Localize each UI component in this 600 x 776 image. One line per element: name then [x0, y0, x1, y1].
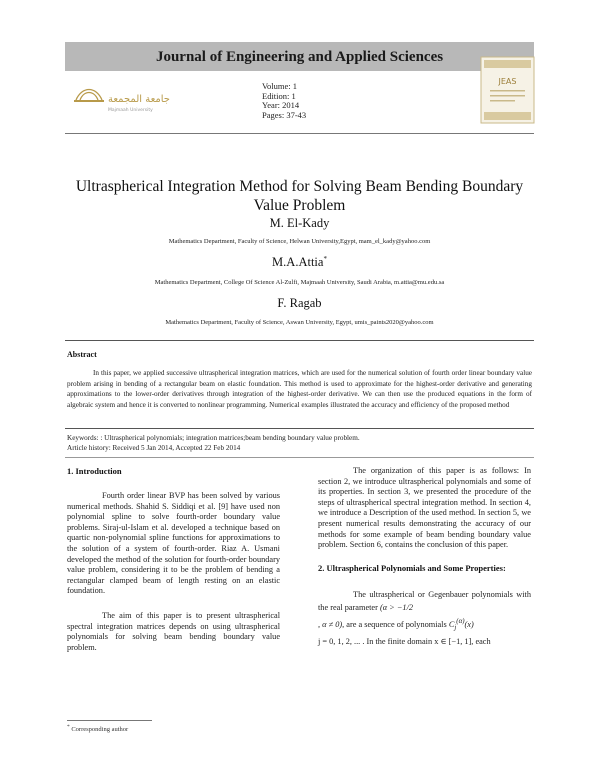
gegenbauer-symbol: $C_j^{(\alpha)}(x)$ — [448, 617, 474, 632]
abstract-heading: Abstract — [67, 350, 97, 359]
pages-text: Pages: 37-43 — [262, 109, 307, 120]
keywords: Keywords: : Ultraspherical polynomials; integration matrices;beam bending boundary value problem. — [67, 434, 360, 442]
right-column — [318, 466, 531, 658]
svg-text:JEAS: JEAS — [498, 77, 517, 86]
abstract-bottom-rule — [65, 428, 534, 429]
footnote: * Corresponding author — [67, 724, 129, 734]
index-domain-text: j = 0, 1, 2, ... . In the finite domain x ∈ [−1, 1], each — [318, 636, 491, 646]
header-divider — [65, 133, 534, 134]
abstract-body: In this paper, we applied successive ultraspherical integration matrices, which are used for the numerical solution of fourth order linear boundary value problem arising in bending of a rectangular beam on elastic foundation. This method is used to approximate for the highest-order derivative and generating approximations to the lower-order derivatives through integration of the highest-order derivative. We can then use the produced equations in the form of algebraic system and hence it is converted to nonlinear programming. Numerical examples illustrated the accuracy and efficiency of the proposed method — [67, 369, 532, 409]
author-affiliation-3: Mathematics Department, Faculty of Science, Aswan University, Egypt, umis_paints2020@yahoo.com — [165, 319, 434, 326]
abstract-top-rule — [65, 340, 534, 341]
author-name-2: M.A.Attia* — [272, 255, 327, 270]
corresponding-mark: * — [323, 255, 327, 263]
year-text: Year: 2014 — [262, 100, 300, 110]
issue-info — [262, 82, 382, 120]
journal-title: Journal of Engineering and Applied Sciences — [155, 49, 444, 65]
section-1-heading: 1. Introduction — [67, 466, 122, 476]
author-affiliation-1: Mathematics Department, Faculty of Science, Helwan University,Egypt, mam_el_kady@yahoo.com — [168, 238, 431, 245]
meta-bottom-rule — [65, 457, 534, 458]
intro-paragraph-2: The aim of this paper is to present ultraspherical spectral integration matrices depends on using ultraspherical polynomials for solving beam bending boundary value problem. — [67, 610, 280, 652]
article-history: Article history: Received 5 Jan 2014, Accepted 22 Feb 2014 — [67, 444, 241, 452]
author-affiliation-2: Mathematics Department, College Of Science Al-Zulfi, Majmaah University, Saudi Arabia, m.attia@mu.edu.sa — [154, 279, 445, 286]
paper-title: Ultraspherical Integration Method for Solving Beam Bending Boundary Value Problem — [75, 178, 524, 214]
author-name-1: M. El-Kady — [269, 216, 330, 230]
alpha-condition: (α > −1/2 — [379, 603, 414, 613]
section-2-heading: 2. Ultraspherical Polynomials and Some Properties: — [318, 562, 506, 573]
footnote-rule — [67, 720, 152, 721]
svg-text:جامعة المجمعة: جامعة المجمعة — [108, 94, 170, 105]
organization-paragraph: The organization of this paper is as follows: In section 2, we introduce ultraspherical polynomials and some of its properties. In section 3, we presented the procedure of the steps of ultraspherical spectral integration method. In section 4, we introduce a Description of the used method. In section 5, we present numerical results demonstrating the accuracy of our methods for some example of beam bending boundary value problem. Section 6, contains the conclusion of this paper. — [318, 466, 531, 550]
volume-text: Volume: 1 — [262, 81, 298, 91]
journal-cover-thumbnail — [480, 56, 535, 124]
edition-text: Edition: 1 — [262, 90, 296, 101]
intro-paragraph-1: Fourth order linear BVP has been solved by various numerical methods. Shahid S. Siddiqi et al. [9] have used non polynomial spline to solve fourth-order boundary value problems. Siraj-ul-Islam et al. developed a technique based on quartic non-polynomial spline functions for approximations to the solution of a system of fourth-order. Riaz A. Usmani developed the method of the solution for fourth-order boundary value problem, considering it to be the problem of bending a rectangular clamped beam of length resting on an elastic foundation. — [67, 491, 280, 596]
ultraspherical-paragraph: The ultraspherical or Gegenbauer polynomials with the real parameter (α > −1/2 , α ≠ 0), are a sequence of polynomials $C_j^{(\alpha)}(x)$ j = 0, 1, 2, ... . In the finite domain x ∈ [−1, 1], each — [318, 589, 531, 646]
svg-text:Majmaah University: Majmaah University — [108, 108, 153, 113]
left-column — [67, 466, 280, 663]
alpha-nonzero: , α ≠ 0) — [318, 619, 343, 629]
author-name-3: F. Ragab — [277, 296, 322, 310]
university-logo — [68, 78, 188, 120]
